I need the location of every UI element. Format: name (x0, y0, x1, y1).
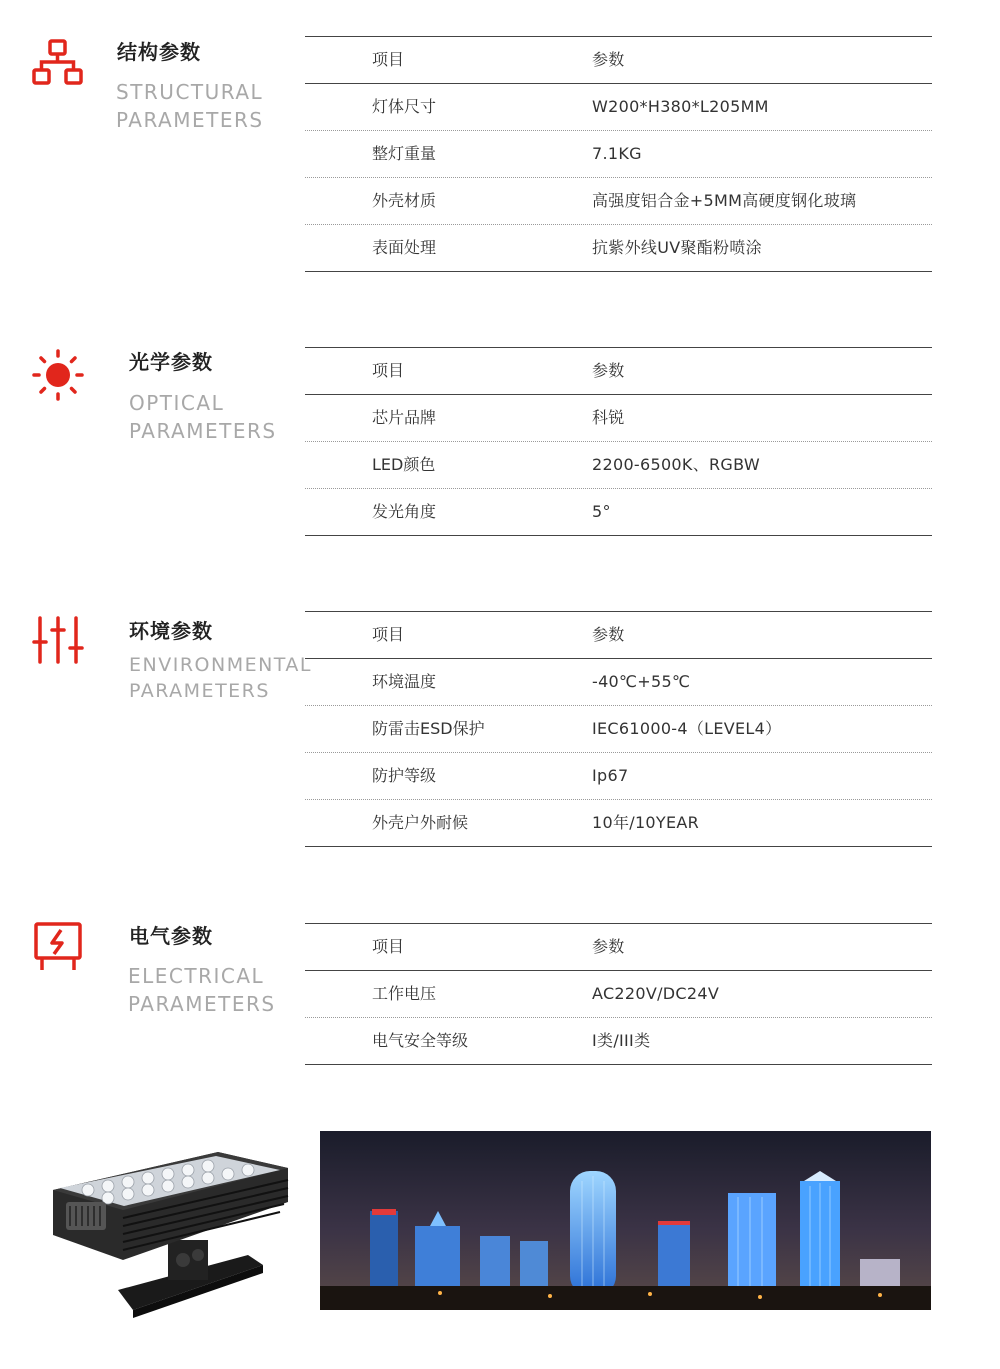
row-value: IEC61000-4（LEVEL4） (592, 719, 782, 738)
row-label: 防护等级 (372, 766, 437, 785)
table-row (305, 84, 932, 131)
section-title-cn: 电气参数 (129, 924, 213, 948)
structural-table (305, 36, 932, 272)
row-value: AC220V/DC24V (592, 984, 720, 1003)
section-title-en-line1: OPTICAL (129, 391, 225, 415)
table-row (305, 131, 932, 178)
row-value: W200*H380*L205MM (592, 97, 769, 116)
row-value: -40℃+55℃ (592, 672, 691, 691)
header-param: 参数 (592, 361, 625, 380)
table-header-row (305, 923, 932, 971)
row-value: 科锐 (592, 408, 625, 427)
electric-panel-icon (30, 918, 86, 974)
section-title-en-line2: PARAMETERS (129, 419, 277, 443)
row-label: 表面处理 (372, 238, 437, 257)
row-label: 工作电压 (372, 984, 437, 1003)
table-row (305, 971, 932, 1018)
row-label: 环境温度 (372, 672, 437, 691)
row-label: 芯片品牌 (372, 408, 437, 427)
row-value: 5° (592, 502, 611, 521)
table-row (305, 225, 932, 272)
row-value: 10年/10YEAR (592, 813, 700, 832)
header-param: 参数 (592, 625, 625, 644)
header-param: 参数 (592, 937, 625, 956)
row-label: 灯体尺寸 (372, 97, 437, 116)
table-row (305, 800, 932, 847)
section-title-cn: 光学参数 (129, 350, 213, 374)
sliders-icon (30, 612, 86, 668)
optical-table (305, 347, 932, 536)
sun-icon (30, 347, 86, 403)
section-title-cn: 环境参数 (129, 619, 213, 643)
city-night-photo (320, 1131, 931, 1310)
row-value: Ip67 (592, 766, 629, 785)
row-label: LED颜色 (372, 455, 436, 474)
table-row (305, 753, 932, 800)
header-item: 项目 (372, 50, 405, 69)
row-value: I类/III类 (592, 1031, 651, 1050)
header-item: 项目 (372, 625, 405, 644)
product-photo (48, 1140, 293, 1320)
environmental-table (305, 611, 932, 847)
section-title-cn: 结构参数 (117, 40, 201, 64)
table-row (305, 659, 932, 706)
row-value: 7.1KG (592, 144, 642, 163)
network-structure-icon (30, 38, 86, 94)
table-row (305, 706, 932, 753)
table-row (305, 442, 932, 489)
row-value: 高强度铝合金+5MM高硬度钢化玻璃 (592, 191, 857, 210)
table-row (305, 178, 932, 225)
row-label: 发光角度 (372, 502, 437, 521)
section-title-en-line2: PARAMETERS (128, 992, 276, 1016)
section-title-en-line1: ENVIRONMENTAL (129, 654, 313, 676)
row-label: 外壳材质 (372, 191, 437, 210)
section-title-en-line2: PARAMETERS (129, 680, 270, 702)
row-label: 电气安全等级 (372, 1031, 469, 1050)
row-label: 防雷击ESD保护 (372, 719, 485, 738)
header-param: 参数 (592, 50, 625, 69)
table-row (305, 395, 932, 442)
section-title-en-line2: PARAMETERS (116, 108, 264, 132)
header-item: 项目 (372, 361, 405, 380)
row-label: 整灯重量 (372, 144, 437, 163)
section-title-en-line1: ELECTRICAL (128, 964, 265, 988)
table-row (305, 489, 932, 536)
section-title-en-line1: STRUCTURAL (116, 80, 264, 104)
table-header-row (305, 347, 932, 395)
row-value: 抗紫外线UV聚酯粉喷涂 (592, 238, 762, 257)
table-row (305, 1018, 932, 1065)
table-header-row (305, 611, 932, 659)
header-item: 项目 (372, 937, 405, 956)
table-header-row (305, 36, 932, 84)
electrical-table (305, 923, 932, 1065)
row-label: 外壳户外耐候 (372, 813, 469, 832)
row-value: 2200-6500K、RGBW (592, 455, 760, 474)
